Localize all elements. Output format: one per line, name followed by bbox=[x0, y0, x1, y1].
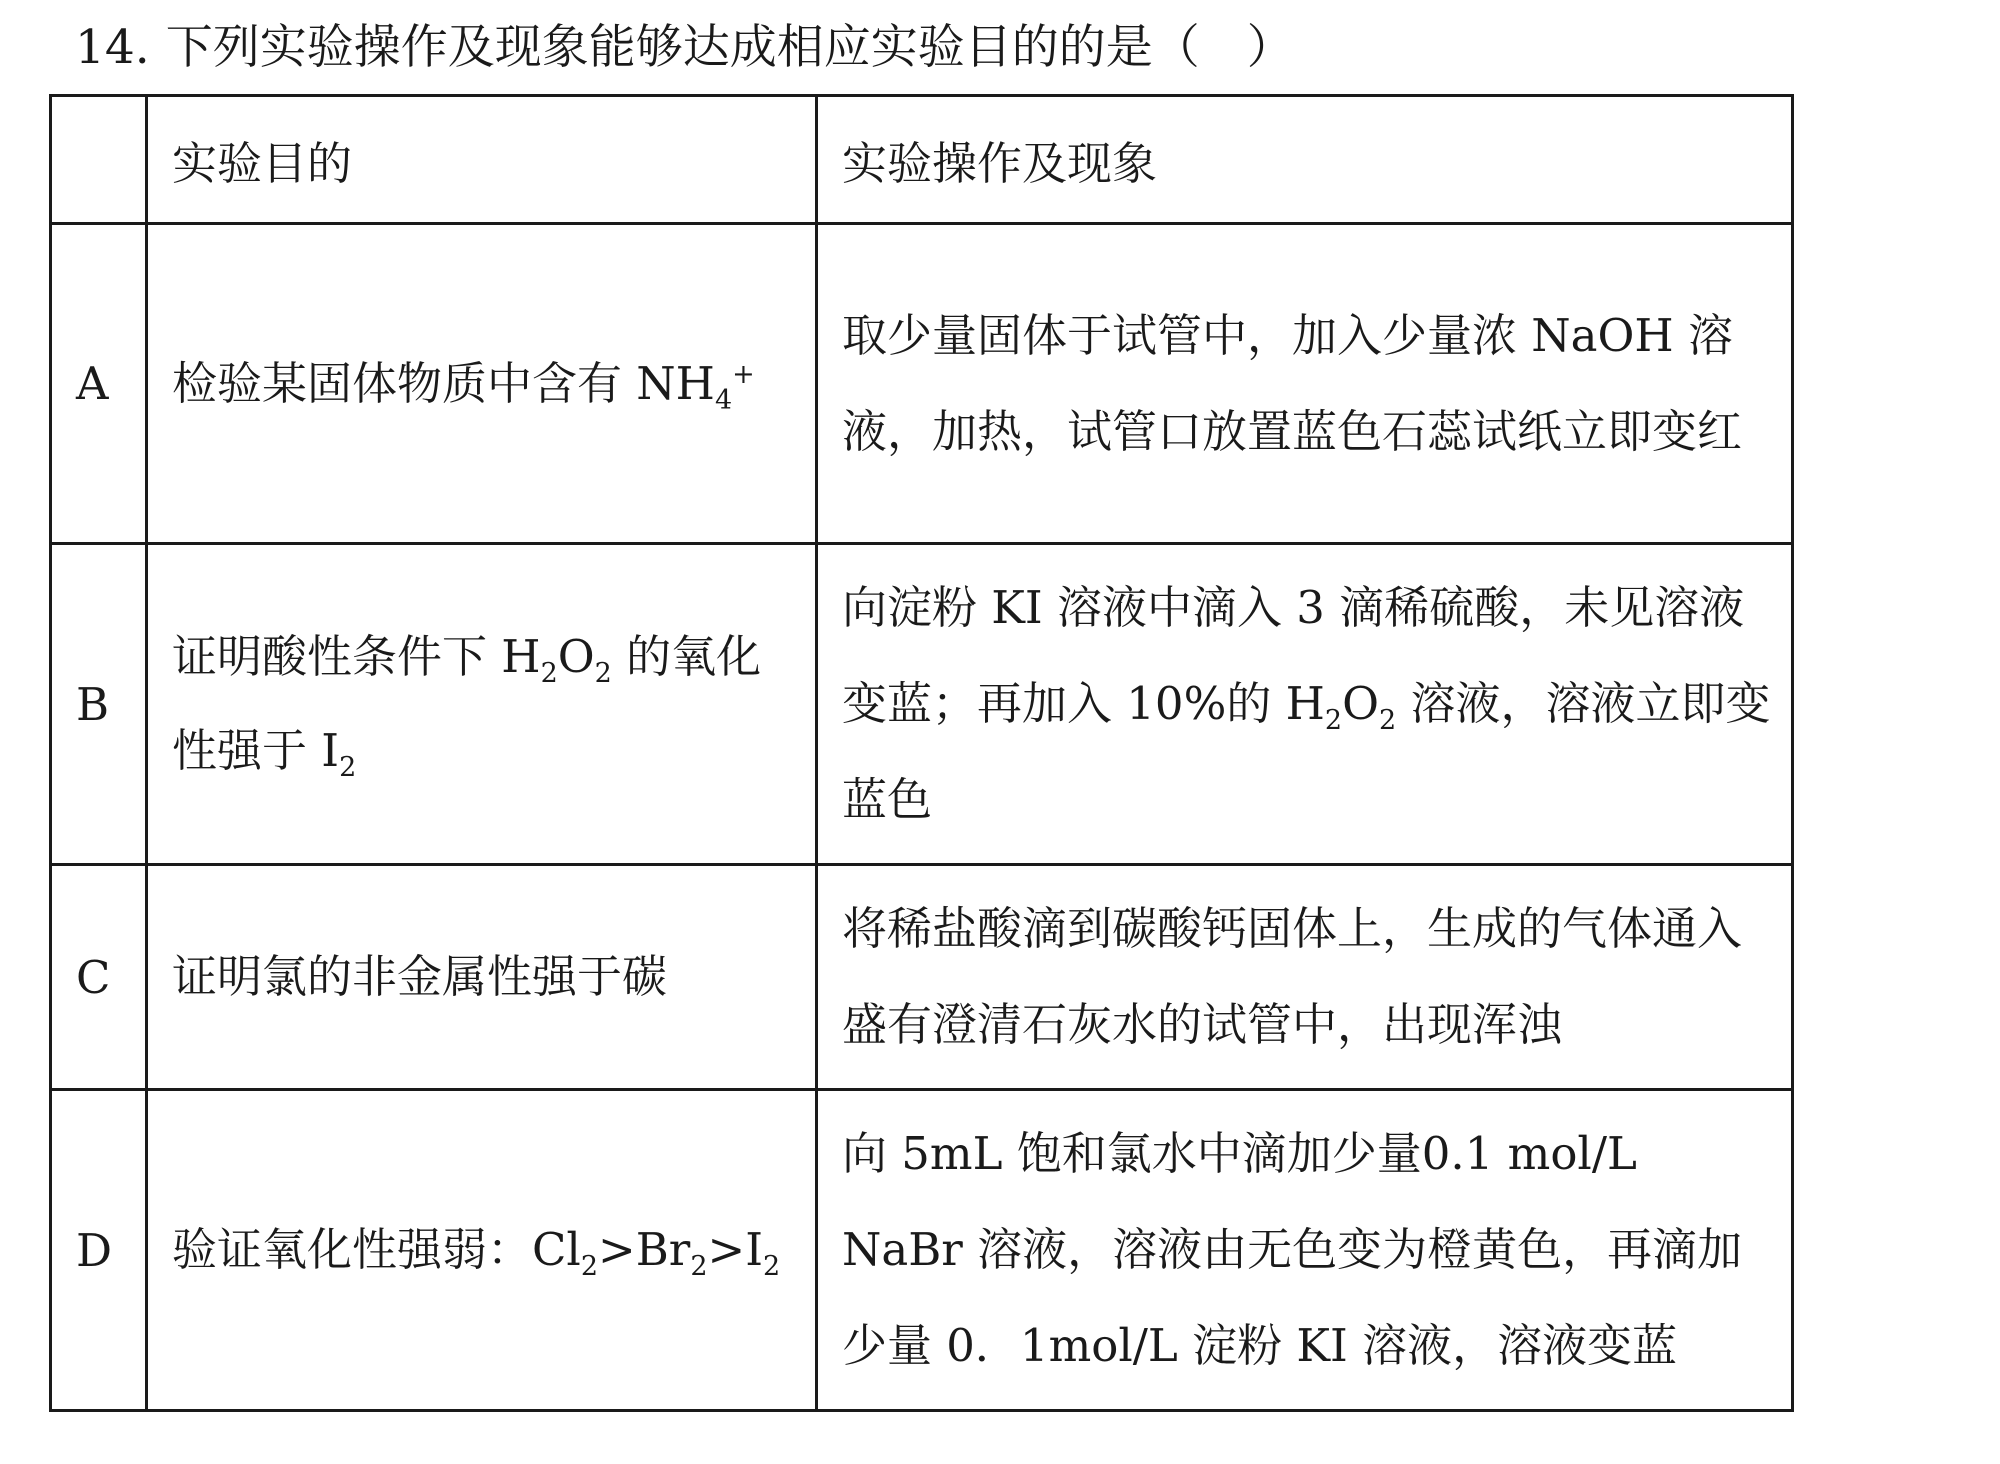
formula-subscript: 2 bbox=[594, 658, 612, 689]
operation-cell-a: 取少量固体于试管中，加入少量浓 NaOH 溶液，加热，试管口放置蓝色石蕊试纸立即变红 bbox=[817, 224, 1793, 544]
purpose-cell-b: 证明酸性条件下 $H_2O_2$ 的氧化性强于 $I_2$ bbox=[147, 544, 817, 865]
operation-cell-b: 向淀粉 KI 溶液中滴入 3 滴稀硫酸，未见溶液变蓝；再加入 10%的 $H_2O_2$ 溶液，溶液立即变蓝色 bbox=[817, 544, 1793, 865]
table-row bbox=[51, 224, 1793, 544]
formula-subscript: 2 bbox=[339, 752, 357, 783]
option-letter-c: C bbox=[51, 865, 147, 1090]
option-letter-b: B bbox=[51, 544, 147, 865]
question-number: 14. bbox=[75, 20, 150, 75]
question-stem bbox=[75, 16, 1294, 80]
operation-cell-c: 将稀盐酸滴到碳酸钙固体上，生成的气体通入盛有澄清石灰水的试管中，出现浑浊 bbox=[817, 865, 1793, 1090]
options-table bbox=[49, 94, 1794, 1412]
formula-subscript: 2 bbox=[1324, 705, 1343, 736]
table-row bbox=[51, 1090, 1793, 1411]
header-operation-cell: 实验操作及现象 bbox=[817, 96, 1793, 224]
question-text: 下列实验操作及现象能够达成相应实验目的的是（ ） bbox=[165, 20, 1294, 75]
purpose-cell-d: 验证氧化性强弱：$Cl_2>Br_2>I_2$ bbox=[147, 1090, 817, 1411]
formula-subscript: 2 bbox=[1378, 705, 1397, 736]
header-letter-cell bbox=[51, 96, 147, 224]
option-letter-d: D bbox=[51, 1090, 147, 1411]
operation-cell-d: 向 5mL 饱和氯水中滴加少量0.1 mol/L NaBr 溶液，溶液由无色变为橙黄色，再滴加少量 0．1mol/L 淀粉 KI 溶液，溶液变蓝 bbox=[817, 1090, 1793, 1411]
purpose-cell-a: 检验某固体物质中含有 $NH_4^+$ bbox=[147, 224, 817, 544]
formula-subscript: 2 bbox=[762, 1251, 781, 1282]
formula-superscript: + bbox=[732, 358, 755, 390]
formula-subscript: 2 bbox=[580, 1251, 599, 1282]
table-row bbox=[51, 865, 1793, 1090]
table-header-row bbox=[51, 96, 1793, 224]
formula-subscript: 2 bbox=[540, 658, 558, 689]
table-row bbox=[51, 544, 1793, 865]
header-purpose-cell: 实验目的 bbox=[147, 96, 817, 224]
formula-subscript: 4 bbox=[714, 384, 733, 416]
option-letter-a: A bbox=[51, 224, 147, 544]
purpose-cell-c: 证明氯的非金属性强于碳 bbox=[147, 865, 817, 1090]
formula-subscript: 2 bbox=[690, 1251, 708, 1282]
